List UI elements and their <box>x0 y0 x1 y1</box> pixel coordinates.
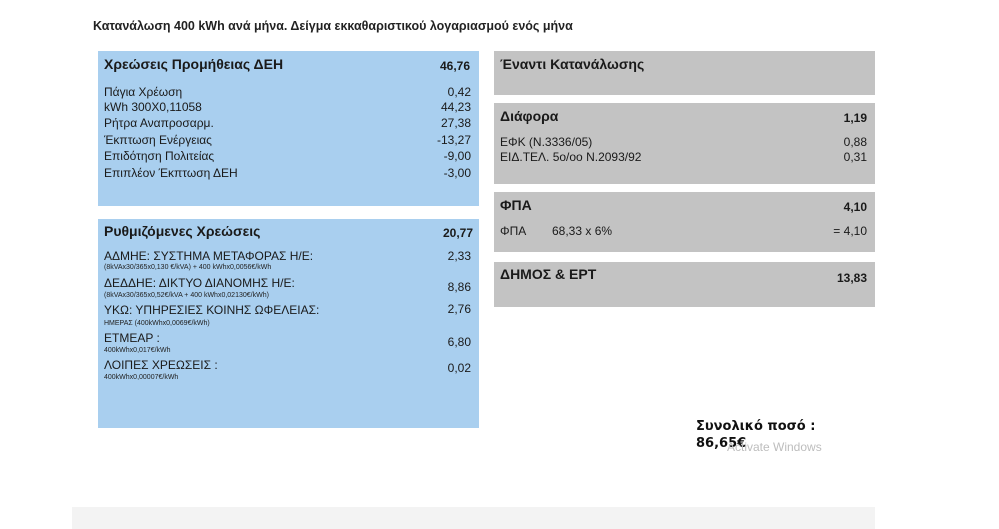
supply-row-value: 0,42 <box>447 85 471 99</box>
various-row-label: ΕΙΔ.ΤΕΛ. 5ο/οο Ν.2093/92 <box>500 150 642 164</box>
regulated-row-value: 2,76 <box>447 302 471 316</box>
supply-row-value: -13,27 <box>436 133 471 147</box>
footer-band <box>72 507 875 529</box>
municipal-total: 13,83 <box>836 271 867 285</box>
vat-row-calculation: 68,33 x 6% <box>552 224 613 238</box>
supply-row-value: 27,38 <box>440 116 471 130</box>
consumption-title: Έναντι Κατανάλωσης <box>500 56 645 72</box>
supply-row-label: Έκπτωση Ενέργειας <box>104 133 212 147</box>
municipal-panel <box>494 262 875 307</box>
various-row-value: 0,88 <box>843 135 867 149</box>
supply-row-label: Επιδότηση Πολιτείας <box>104 149 215 163</box>
vat-row-label: ΦΠΑ <box>500 224 527 238</box>
regulated-row-detail: (8kVAx30/365x0,52€/kVA + 400 kWhx0,02130€/kWh) <box>104 292 269 299</box>
regulated-charges-title: Ρυθμιζόμενες Χρεώσεις <box>104 223 261 239</box>
grand-total-label: Συνολικό ποσό : <box>696 419 816 434</box>
regulated-row-detail: ΗΜΕΡΑΣ (400kWhx0,0069€/kWh) <box>104 320 210 327</box>
supply-charges-total: 46,76 <box>439 59 470 73</box>
various-row-value: 0,31 <box>843 150 867 164</box>
regulated-row-value: 8,86 <box>447 280 471 294</box>
supply-charges-panel <box>98 51 479 206</box>
regulated-row-label: ΥΚΩ: ΥΠΗΡΕΣΙΕΣ ΚΟΙΝΗΣ ΩΦΕΛΕΙΑΣ: <box>104 303 320 317</box>
supply-row-label: Επιπλέον Έκπτωση ΔΕΗ <box>104 166 238 180</box>
regulated-charges-panel <box>98 219 479 428</box>
regulated-row-value: 2,33 <box>447 249 471 263</box>
activation-watermark: Activate Windows <box>727 440 822 454</box>
supply-row-label: kWh 300Χ0,11058 <box>104 100 202 114</box>
supply-row-value: -9,00 <box>443 149 471 163</box>
regulated-charges-total: 20,77 <box>442 226 473 240</box>
vat-row-value: = 4,10 <box>833 224 867 238</box>
page-heading: Κατανάλωση 400 kWh ανά μήνα. Δείγμα εκκαθαριστικού λογαριασμού ενός μήνα <box>93 19 573 33</box>
various-total: 1,19 <box>843 111 867 125</box>
regulated-row-label: ΕΤΜΕΑΡ : <box>104 331 160 345</box>
regulated-row-detail: (8kVAx30/365x0,130 €/kVA) + 400 kWhx0,0056€/kWh <box>104 264 272 271</box>
regulated-row-label: ΔΕΔΔΗΕ: ΔΙΚΤΥΟ ΔΙΑΝΟΜΗΣ Η/Ε: <box>104 276 295 290</box>
regulated-row-detail: 400kWhx0,00007€/kWh <box>104 374 179 381</box>
various-panel <box>494 103 875 184</box>
regulated-row-detail: 400kWhx0,017€/kWh <box>104 347 171 354</box>
vat-panel <box>494 192 875 252</box>
various-title: Διάφορα <box>500 108 559 124</box>
supply-row-value: 44,23 <box>440 100 471 114</box>
regulated-row-label: ΑΔΜΗΕ: ΣΥΣΤΗΜΑ ΜΕΤΑΦΟΡΑΣ Η/Ε: <box>104 249 314 263</box>
supply-row-value: -3,00 <box>443 166 471 180</box>
supply-row-label: Ρήτρα Αναπροσαρμ. <box>104 116 214 130</box>
various-row-label: ΕΦΚ (Ν.3336/05) <box>500 135 593 149</box>
regulated-row-value: 0,02 <box>447 361 471 375</box>
regulated-row-value: 6,80 <box>447 335 471 349</box>
supply-charges-title: Χρεώσεις Προμήθειας ΔΕΗ <box>104 56 284 72</box>
vat-title: ΦΠΑ <box>500 197 532 213</box>
vat-total: 4,10 <box>843 200 867 214</box>
supply-row-label: Πάγια Χρέωση <box>104 85 183 99</box>
municipal-title: ΔΗΜΟΣ & ΕΡΤ <box>500 266 597 282</box>
grand-total-value: 86,65€ <box>696 436 747 451</box>
regulated-row-label: ΛΟΙΠΕΣ ΧΡΕΩΣΕΙΣ : <box>104 358 218 372</box>
consumption-panel <box>494 51 875 95</box>
